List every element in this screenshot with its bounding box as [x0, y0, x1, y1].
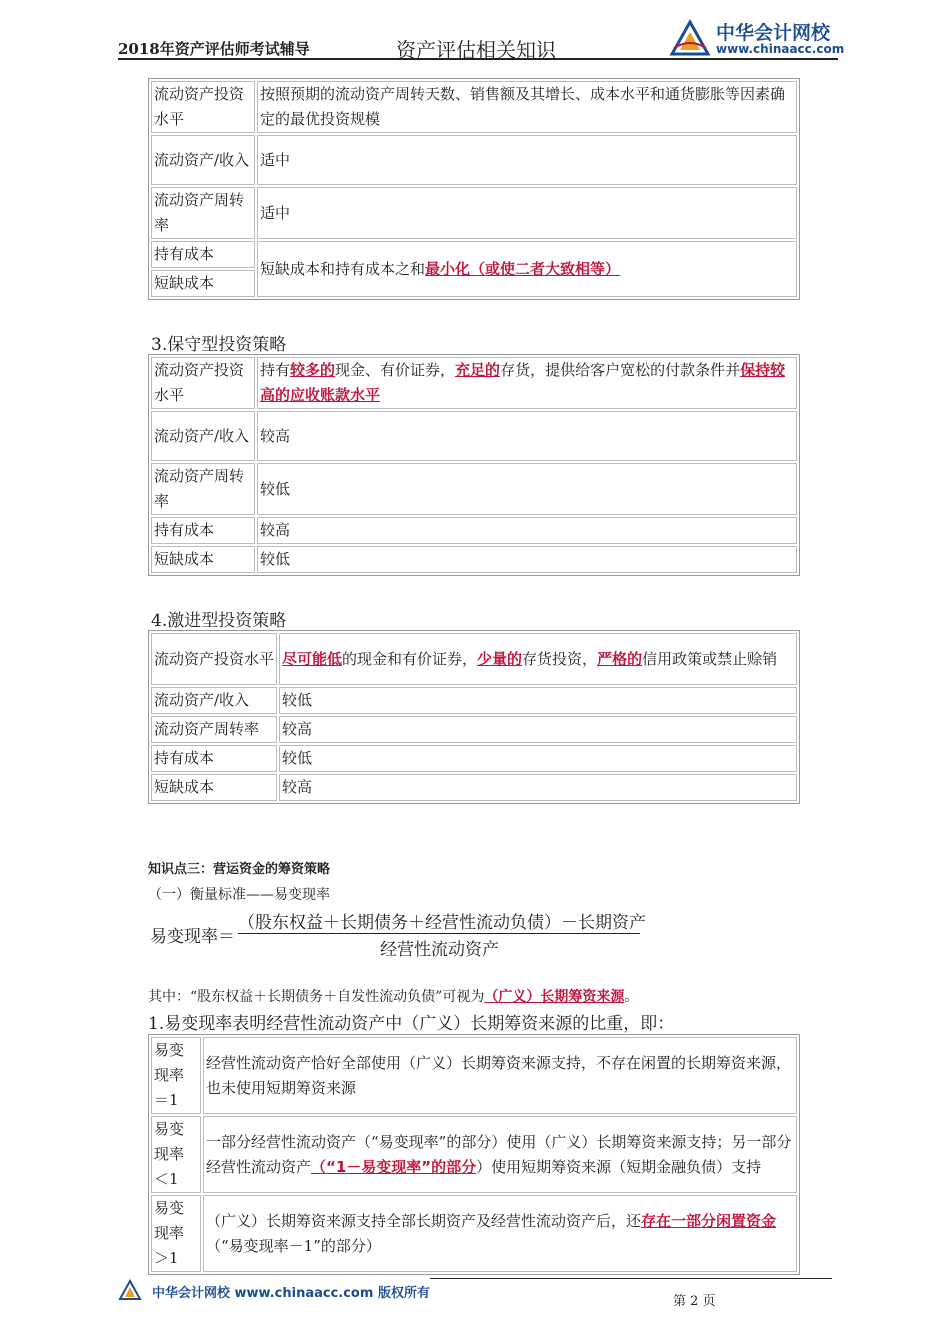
row-label: 易变现率＝1 [151, 1037, 201, 1114]
text-part: （广义）长期筹资来源支持全部长期资产及经营性流动资产后，还 [206, 1211, 642, 1230]
note-text: 其中：“股东权益＋长期债务＋自发性流动负债”可视为 [148, 989, 485, 1005]
table-row [151, 716, 797, 743]
row-value [279, 633, 797, 685]
table-row [151, 81, 797, 133]
row-value: 较高 [257, 517, 797, 544]
fraction-bar [238, 933, 640, 934]
table-row [151, 745, 797, 772]
row-value: 适中 [257, 135, 797, 185]
text-part: 信用政策或禁止赊销 [642, 649, 778, 668]
table-row [151, 1116, 797, 1193]
knowledge-point-title: 知识点三：营运资金的筹资策略 [148, 862, 331, 877]
row-value: 较低 [279, 687, 797, 714]
liquidity-ratio-table [148, 1034, 800, 1275]
row-label: 流动资产周转率 [151, 463, 255, 515]
note-highlight: （广义）长期筹资来源 [484, 989, 625, 1005]
row-label: 流动资产/收入 [151, 135, 255, 185]
formula-lhs: 易变现率＝ [150, 927, 235, 947]
highlight-part: 少量的 [477, 649, 523, 668]
page-number: 第 2 页 [673, 1294, 716, 1309]
row-label: 流动资产投资水平 [151, 633, 277, 685]
header-left-title: 2018年资产评估师考试辅导 [118, 40, 310, 58]
row-value: 按照预期的流动资产周转天数、销售额及其增长、成本水平和通货膨胀等因素确定的最优投资规模 [257, 81, 797, 133]
row-label: 持有成本 [151, 745, 277, 772]
highlight-part: 保持较高的应收账款水平 [260, 361, 786, 404]
formula-numerator: （股东权益＋长期债务＋经营性流动负债）－长期资产 [238, 913, 646, 933]
row-value [203, 1116, 797, 1193]
text-part: 现金、有价证券， [335, 361, 456, 379]
merged-cost-cell [257, 241, 797, 297]
table-row [151, 1037, 797, 1114]
row-value: 较高 [279, 774, 797, 801]
long-term-source-note [148, 986, 638, 1006]
row-label: 持有成本 [151, 517, 255, 544]
row-label: 易变现率＜1 [151, 1116, 201, 1193]
highlight-part: （“1－易变现率”的部分 [311, 1157, 477, 1176]
moderate-strategy-table [148, 78, 800, 300]
header-rule [118, 58, 838, 60]
table-row [151, 241, 797, 268]
row-label: 流动资产周转率 [151, 187, 255, 239]
row-value: 适中 [257, 187, 797, 239]
highlight-part: 充足的 [455, 361, 501, 379]
footer-logo-icon [118, 1279, 142, 1301]
table-row [151, 463, 797, 515]
table-row [151, 411, 797, 461]
logo-url: www.chinaacc.com [716, 42, 845, 56]
row-label: 流动资产/收入 [151, 411, 255, 461]
header-center-title: 资产评估相关知识 [396, 38, 556, 62]
point-1-text: 1.易变现率表明经营性流动资产中（广义）长期筹资来源的比重，即： [148, 1014, 675, 1034]
text-part: 存货投资， [522, 649, 598, 668]
row-label: 流动资产/收入 [151, 687, 277, 714]
table-row [151, 357, 797, 409]
row-value: 较高 [257, 411, 797, 461]
row-label: 流动资产周转率 [151, 716, 277, 743]
note-end: 。 [624, 989, 639, 1005]
logo-icon [668, 18, 712, 58]
text-part: 的现金和有价证券， [342, 649, 478, 668]
row-label: 流动资产投资水平 [151, 81, 255, 133]
footer-copyright: 中华会计网校 www.chinaacc.com 版权所有 [152, 1286, 430, 1301]
text-part: 持有 [260, 361, 291, 379]
cost-highlight: 最小化（或使二者大致相等） [425, 259, 621, 278]
row-value [257, 357, 797, 409]
highlight-part: 尽可能低 [282, 649, 343, 668]
table-row [151, 546, 797, 573]
table-row [151, 135, 797, 185]
text-part: 一部分经营性流动资产（“易变现率”的部分）使用（广义）长期筹资来源支持；另一部分经营性流动资产 [206, 1132, 792, 1176]
row-value [203, 1195, 797, 1272]
formula-denominator: 经营性流动资产 [380, 940, 499, 960]
conservative-strategy-table [148, 354, 800, 576]
row-value: 较低 [257, 546, 797, 573]
row-value: 较高 [279, 716, 797, 743]
text-part: 存货，提供给客户宽松的付款条件并 [500, 361, 741, 379]
footer-rule [430, 1278, 832, 1279]
highlight-part: 存在一部分闲置资金 [641, 1211, 777, 1230]
text-part: ）使用短期筹资来源（短期金融负债）支持 [476, 1157, 762, 1176]
row-value: 较低 [279, 745, 797, 772]
text-part: （“易变现率－1”的部分） [206, 1236, 381, 1255]
aggressive-strategy-table [148, 630, 800, 804]
row-label: 持有成本 [151, 241, 255, 268]
row-label: 流动资产投资水平 [151, 357, 255, 409]
measure-subtitle: （一）衡量标准——易变现率 [148, 887, 330, 903]
row-label: 短缺成本 [151, 546, 255, 573]
row-label: 短缺成本 [151, 270, 255, 297]
row-value: 较低 [257, 463, 797, 515]
table-row [151, 1195, 797, 1272]
section-3-title: 3.保守型投资策略 [151, 335, 287, 355]
highlight-part: 较多的 [290, 361, 336, 379]
table-row [151, 774, 797, 801]
row-label: 易变现率＞1 [151, 1195, 201, 1272]
table-row [151, 687, 797, 714]
logo-brand-name: 中华会计网校 [716, 22, 831, 44]
highlight-part: 严格的 [597, 649, 643, 668]
table-row [151, 517, 797, 544]
row-label: 短缺成本 [151, 774, 277, 801]
cost-text: 短缺成本和持有成本之和 [260, 259, 426, 278]
brand-logo[interactable] [668, 16, 843, 58]
table-row [151, 187, 797, 239]
section-4-title: 4.激进型投资策略 [151, 611, 287, 631]
table-row [151, 633, 797, 685]
row-value: 经营性流动资产恰好全部使用（广义）长期筹资来源支持，不存在闲置的长期筹资来源，也未使用短期筹资来源 [203, 1037, 797, 1114]
